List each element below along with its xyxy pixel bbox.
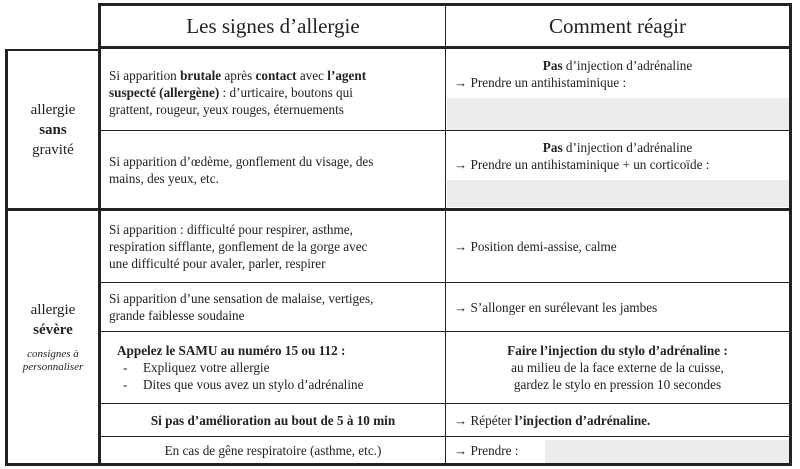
row5-signs: Appelez le SAMU au numéro 15 ou 112 : - Expliquez votre allergie - Dites que vous avez un stylo d’adrénaline: [101, 332, 445, 403]
antihistamine-corticoid-write-field[interactable]: [447, 180, 789, 207]
personalize-note: consignes à personnaliser: [22, 348, 84, 373]
row2-react: Pas d’injection d’adrénaline → Prendre un antihistaminique + un corticoïde :: [454, 140, 710, 172]
outer-border-right: [789, 3, 792, 466]
severity-severe-label: allergie sévère consignes à personnaliser: [22, 302, 84, 373]
row2-signs: Si apparition d’œdème, gonflement du visage, des mains, des yeux, etc.: [109, 153, 374, 186]
row7-signs: En cas de gêne respiratoire (asthme, etc.): [164, 442, 382, 458]
row3-react: → Position demi-assise, calme: [454, 239, 617, 254]
row6-signs: Si pas d’amélioration au bout de 5 à 10 min: [150, 412, 396, 428]
header-react: Comment réagir: [548, 13, 687, 38]
row5-react: Faire l’injection du stylo d’adrénaline : au milieu de la face externe de la cuisse, gardez le stylo en pression 10 secondes: [507, 343, 728, 392]
header-signs: Les signes d’allergie: [186, 13, 360, 38]
breathing-medication-write-field[interactable]: [545, 440, 789, 463]
row1-react: Pas d’injection d’adrénaline → Prendre un antihistaminique :: [454, 58, 693, 90]
row4-react: → S’allonger en surélevant les jambes: [454, 299, 658, 315]
row3-signs: Si apparition : difficulté pour respirer, asthme, respiration sifflante, gonflement de la gorge avec une difficulté pour avaler, parler, respirer: [109, 222, 368, 271]
antihistamine-write-field[interactable]: [447, 98, 789, 130]
row6-react: → Répéter l’injection d’adrénaline.: [454, 412, 651, 428]
outer-border-bottom: [5, 463, 792, 466]
row4-signs: Si apparition d’une sensation de malaise, vertiges, grande faiblesse soudaine: [109, 291, 374, 323]
bullet-explain-allergy: - Expliquez votre allergie: [109, 359, 363, 376]
bullet-mention-pen: - Dites que vous avez un stylo d’adrénaline: [109, 376, 363, 393]
severity-mild-label: allergie sans gravité: [30, 101, 76, 158]
row1-signs: Si apparition brutale après contact avec l’agent suspecté (allergène) : d’urticaire, boutons qui grattent, rougeur, yeux rouges, éternuements: [109, 68, 367, 117]
row7-react: → Prendre :: [454, 442, 519, 458]
